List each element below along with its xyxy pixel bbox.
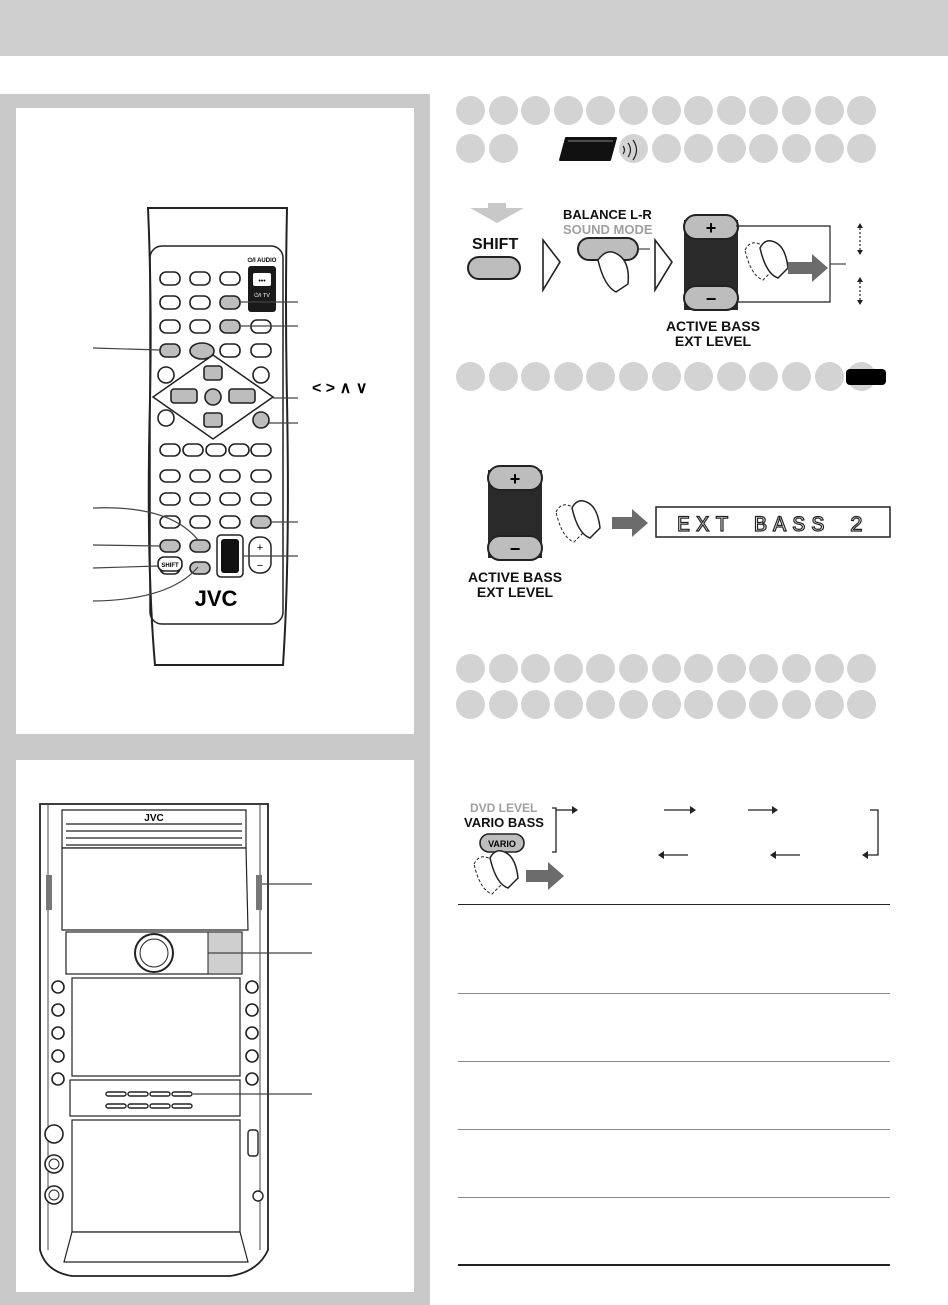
tv-label: ⏻/I TV: [254, 293, 270, 299]
remote-minus-label: −: [256, 560, 264, 572]
step1-shift-label: SHIFT: [472, 236, 519, 253]
step2-active-bass-label: ACTIVE BASS: [467, 569, 563, 585]
cursor-keys-label: < > ∧ ∨: [312, 380, 368, 397]
svg-text:•••: •••: [258, 278, 266, 285]
step2-ext-level-label: EXT LEVEL: [476, 584, 554, 600]
step1-minus-label: −: [705, 289, 717, 309]
step2-minus-label: −: [509, 539, 521, 559]
table-rule-1: [458, 904, 890, 905]
step2-display-text: EXT BASS 2: [676, 513, 870, 538]
remote-shift-label: SHIFT: [161, 563, 179, 569]
vario-bass-label: VARIO BASS: [464, 815, 544, 830]
sound-mode-label: SOUND MODE: [563, 222, 653, 237]
table-rule-6: [458, 1264, 890, 1266]
table-rule-4: [458, 1129, 890, 1130]
step2-plus-label: +: [509, 469, 521, 489]
step1-plus-label: +: [705, 218, 717, 238]
table-rule-5: [458, 1197, 890, 1198]
remote-brand-logo: JVC: [194, 586, 238, 611]
table-rule-2: [458, 993, 890, 994]
remote-plus-label: +: [256, 542, 264, 554]
balance-label: BALANCE L-R: [563, 207, 652, 222]
step1-active-bass-label: ACTIVE BASS: [665, 318, 761, 334]
table-rule-3: [458, 1061, 890, 1062]
unit-brand-logo: JVC: [144, 813, 164, 824]
step1-ext-level-label: EXT LEVEL: [674, 333, 752, 349]
dvd-level-label: DVD LEVEL: [470, 801, 538, 815]
vario-button-label: VARIO: [488, 839, 516, 849]
audio-label: ⏻/I AUDIO: [247, 258, 277, 264]
